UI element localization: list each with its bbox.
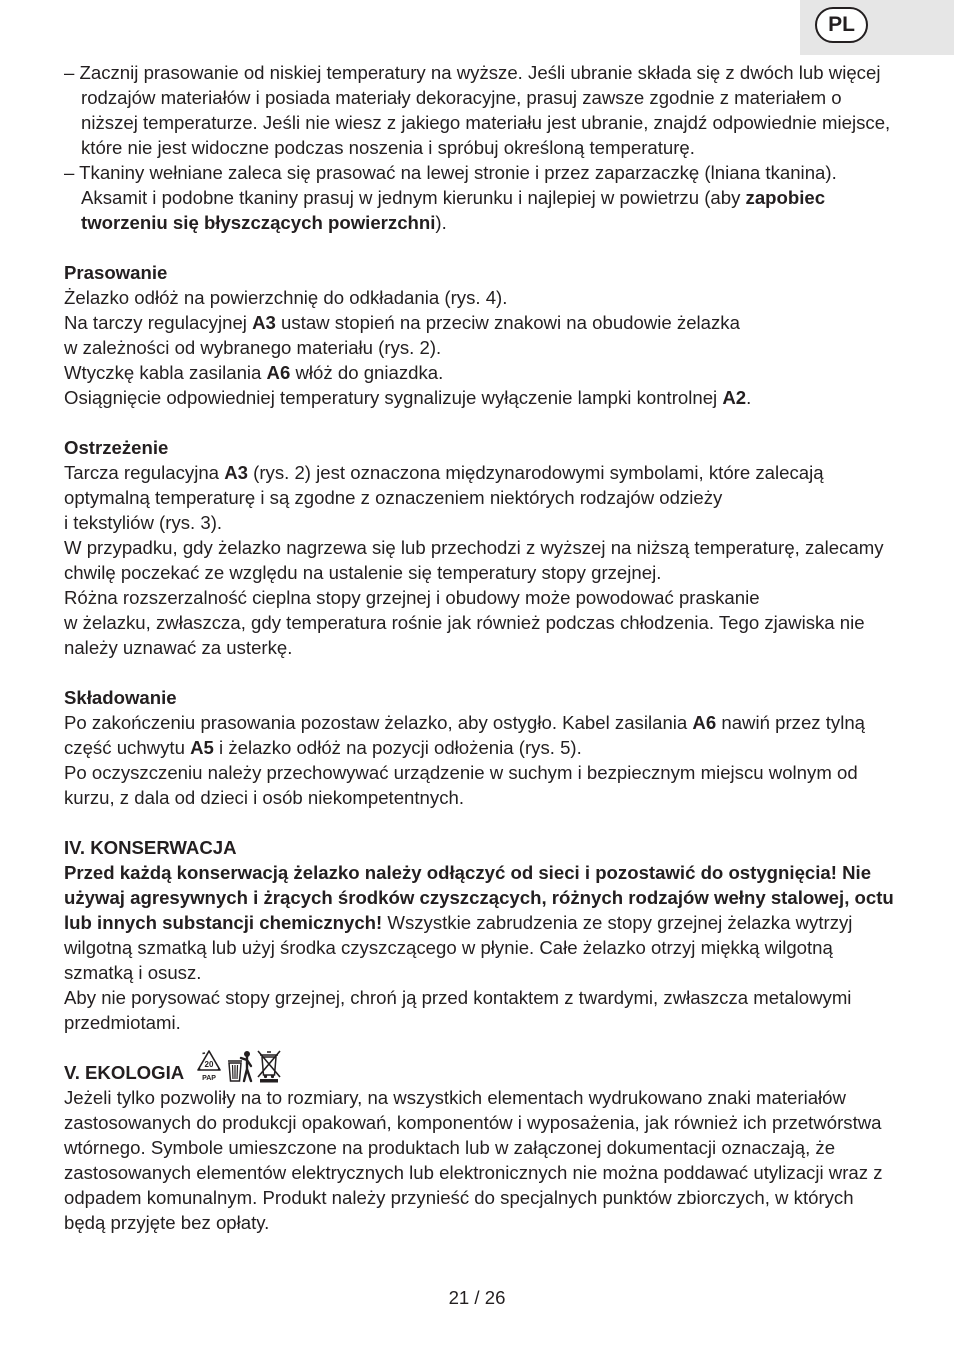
prasowanie-line-2-mid: ustaw stopień na przeciw znakowi na obudowie żelazka: [275, 312, 740, 333]
skladowanie-p1-end: i żelazko odłóż na pozycji odłożenia (rys. 5).: [213, 737, 582, 758]
ostrzezenie-p1-rest: (rys. 2) jest oznaczona międzynarodowymi symbolami, które zalecają optymalną temperaturę i są zgodne z oznaczeniem niektórych rodzajów odzieży: [64, 462, 824, 508]
heading-ostrzezenie: Ostrzeżenie: [64, 437, 169, 458]
konserwacja-instructions: Wszystkie zabrudzenia ze stopy grzejnej żelazka wytrzyj wilgotną szmatką lub użyj środka czyszczącego w płynie. Całe żelazko otrzyj miękką wilgotną szmatką i osusz.: [64, 912, 853, 983]
bullet-wool-text: – Tkaniny wełniane zaleca się prasować na lewej stronie i przez zaparzaczkę (lniana tkanina). Aksamit i podobne tkaniny prasuj w jednym kierunku i najlepiej w powietrzu (aby: [64, 162, 837, 208]
language-tab: [800, 0, 954, 55]
prasowanie-line-3: [64, 360, 894, 385]
heading-konserwacja: IV. KONSERWACJA: [64, 837, 237, 858]
prasowanie-line-3-end: włóż do gniazdka.: [290, 362, 444, 383]
skladowanie-paragraph-2: Po oczyszczeniu należy przechowywać urządzenie w suchym i bezpiecznym miejscu wolnym od kurzu, z dala od dzieci i osób niekompetentnych.: [64, 762, 858, 808]
konserwacja-paragraph-2: Aby nie porysować stopy grzejnej, chroń ją przed kontaktem z twardymi, zwłaszcza metalowymi przedmiotami.: [64, 987, 852, 1033]
ekologia-icons: [196, 1049, 282, 1083]
ostrzezenie-paragraph-2: W przypadku, gdy żelazko nagrzewa się lub przechodzi z wyższej na niższą temperaturę, zalecamy chwilę poczekać ze względu na ustalenie się temperatury stopy grzejnej.: [64, 537, 884, 583]
crossed-bin-icon: [256, 1049, 282, 1083]
recycle-label: PAP: [202, 1075, 217, 1082]
manual-content: [64, 60, 894, 1235]
bullet-wool-end: ).: [435, 212, 447, 233]
konserwacja-paragraph-1: [64, 860, 894, 985]
ostrzezenie-paragraph-1b: i tekstyliów (rys. 3).: [64, 512, 223, 533]
skladowanie-p1-mid: nawiń przez tylną część uchwytu: [64, 712, 866, 758]
konserwacja-warning: Przed każdą konserwacją żelazko należy odłączyć od sieci i pozostawić do ostygnięcia! Nie używaj agresywnych i żrących środków czyszczących, różnych rodzajów wełny stalowej, octu lub innych substancji chemicznych!: [64, 862, 894, 933]
bullet-wool-tip: [64, 160, 894, 235]
page-number: 21 / 26: [448, 1287, 506, 1308]
skladowanie-p1-text: Po zakończeniu prasowania pozostaw żelazko, aby ostygło. Kabel zasilania: [64, 712, 693, 733]
prasowanie-line-2b: w zależności od wybranego materiału (rys. 2).: [64, 337, 442, 358]
heading-skladowanie: Składowanie: [64, 687, 177, 708]
ekologia-paragraph-1: Jeżeli tylko pozwoliły na to rozmiary, na wszystkich elementach wydrukowano znaki materiałów zastosowanych do produkcji opakowań, komponentów i wyposażenia, jak również ich przetwórstwa wtórnego. Symbole umieszczone na produktach lub w załączonej dokumentacji oznaczają, że zastosowanych elementów elektrycznych lub elektronicznych nie można poddawać utylizacji wraz z odpadem komunalnym. Produkt należy przynieść do specjalnych punktów zbiorczych, w których będą przyjęte bez opłaty.: [64, 1087, 883, 1233]
prasowanie-line-4-end: .: [746, 387, 752, 408]
heading-prasowanie: Prasowanie: [64, 262, 168, 283]
bullet-wool-bold: zapobiec tworzeniu się błyszczących powierzchni: [81, 187, 826, 233]
ostrzezenie-paragraph-1: [64, 460, 894, 510]
ref-a3: A3: [224, 462, 248, 483]
ref-a3: A3: [252, 312, 276, 333]
prasowanie-line-4: [64, 385, 894, 410]
prasowanie-line-3-text: Wtyczkę kabla zasilania: [64, 362, 267, 383]
tidyman-bin-icon: [226, 1049, 254, 1083]
ref-a6: A6: [266, 362, 291, 383]
prasowanie-line-2-text: Na tarczy regulacyjnej: [64, 312, 253, 333]
skladowanie-paragraph-1: [64, 710, 894, 760]
ref-a5: A5: [190, 737, 214, 758]
language-badge: PL: [815, 7, 868, 43]
ref-a2: A2: [722, 387, 747, 408]
recycle-pap-icon: [196, 1049, 222, 1083]
ref-a6: A6: [692, 712, 717, 733]
ostrzezenie-p1-text: Tarcza regulacyjna: [64, 462, 225, 483]
ekologia-heading-row: [64, 1046, 894, 1085]
bullet-temperature-tip: – Zacznij prasowanie od niskiej temperatury na wyższe. Jeśli ubranie składa się z dwóch lub więcej rodzajów materiałów i posiada materiały dekoracyjne, prasuj zawsze zgodnie z materiałem o niższej temperaturze. Jeśli nie wiesz z jakiego materiału jest ubranie, znajdź odpowiednie miejsce, które nie jest widoczne podczas noszenia i spróbuj określoną temperaturę.: [64, 62, 891, 158]
prasowanie-line-1: Żelazko odłóż na powierzchnię do odkładania (rys. 4).: [64, 287, 508, 308]
ostrzezenie-paragraph-3b: w żelazku, zwłaszcza, gdy temperatura rośnie jak również podczas chłodzenia. Tego zjawiska nie należy uznawać za usterkę.: [64, 612, 865, 658]
heading-ekologia: V. EKOLOGIA: [64, 1062, 185, 1083]
prasowanie-line-2: [64, 310, 894, 335]
ostrzezenie-paragraph-3a: Różna rozszerzalność cieplna stopy grzejnej i obudowy może powodować praskanie: [64, 587, 760, 608]
recycle-number: 20: [204, 1060, 214, 1069]
prasowanie-line-4-text: Osiągnięcie odpowiedniej temperatury sygnalizuje wyłączenie lampki kontrolnej: [64, 387, 723, 408]
